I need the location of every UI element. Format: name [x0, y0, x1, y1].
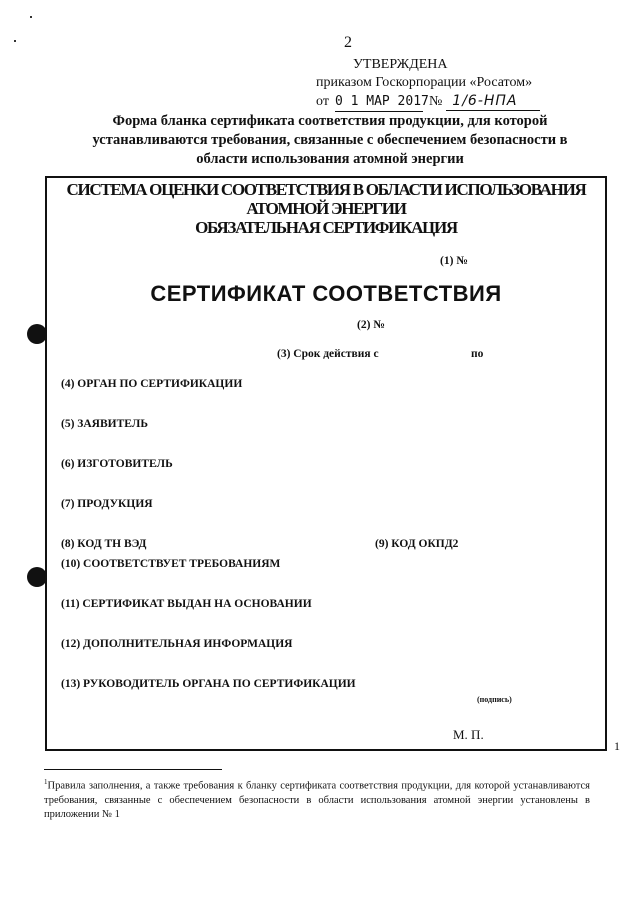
page-number: 2 — [344, 34, 352, 51]
number-label: № — [428, 94, 443, 109]
certificate-number-field-1: (1) № — [440, 255, 468, 267]
margin-number: 1 — [614, 739, 620, 753]
approval-date: 0 1 МАР 2017 — [335, 93, 423, 112]
order-number: 1/6-НПА — [446, 92, 540, 111]
field-basis: (11) СЕРТИФИКАТ ВЫДАН НА ОСНОВАНИИ — [61, 598, 312, 610]
form-heading — [60, 112, 600, 169]
system-title-line: СИСТЕМА ОЦЕНКИ СООТВЕТСТВИЯ В ОБЛАСТИ ИСПОЛЬЗОВАНИЯ — [66, 180, 586, 199]
field-cert-body: (4) ОРГАН ПО СЕРТИФИКАЦИИ — [61, 378, 243, 390]
date-prefix: от — [316, 94, 329, 109]
certificate-title: СЕРТИФИКАТ СООТВЕТСТВИЯ — [150, 281, 502, 306]
punch-hole — [27, 324, 47, 344]
approval-title: УТВЕРЖДЕНА — [353, 57, 448, 72]
field-okpd2: (9) КОД ОКПД2 — [375, 538, 459, 550]
signature-caption: (подпись) — [477, 695, 512, 704]
certificate-number-field-2: (2) № — [357, 319, 385, 331]
footnote-rule — [44, 769, 222, 770]
field-tn-ved: (8) КОД ТН ВЭД — [61, 538, 147, 550]
field-requirements: (10) СООТВЕТСТВУЕТ ТРЕБОВАНИЯМ — [61, 558, 281, 570]
approval-block — [316, 56, 616, 112]
system-title — [47, 180, 605, 237]
form-heading-line: устанавливаются требования, связанные с обеспечением безопасности в — [92, 132, 568, 148]
system-title-line: АТОМНОЙ ЭНЕРГИИ — [246, 199, 406, 218]
field-product: (7) ПРОДУКЦИЯ — [61, 498, 153, 510]
punch-hole — [27, 567, 47, 587]
scan-speck — [30, 16, 32, 18]
field-manufacturer: (6) ИЗГОТОВИТЕЛЬ — [61, 458, 173, 470]
footnote — [44, 775, 590, 822]
approval-order-line: приказом Госкорпорации «Росатом» — [316, 75, 533, 90]
approval-date-line — [316, 92, 616, 112]
footnote-text: Правила заполнения, а также требования к бланку сертификата соответствия продукции, для которой устанавливаются требования, связанные с обеспечением безопасности в области использования атомной энергии установлены в приложении № 1 — [44, 780, 590, 820]
footnote-marker: 1 — [44, 778, 48, 786]
system-title-line: ОБЯЗАТЕЛЬНАЯ СЕРТИФИКАЦИЯ — [195, 218, 457, 237]
field-head-of-body: (13) РУКОВОДИТЕЛЬ ОРГАНА ПО СЕРТИФИКАЦИИ — [61, 678, 356, 690]
form-heading-line: Форма бланка сертификата соответствия продукции, для которой — [112, 113, 548, 129]
field-applicant: (5) ЗАЯВИТЕЛЬ — [61, 418, 148, 430]
validity-label: (3) Срок действия с — [277, 348, 379, 360]
validity-to-label: по — [471, 348, 484, 360]
form-heading-line: области использования атомной энергии — [196, 151, 464, 167]
scan-speck — [14, 40, 16, 42]
stamp-label: М. П. — [453, 727, 484, 742]
field-additional-info: (12) ДОПОЛНИТЕЛЬНАЯ ИНФОРМАЦИЯ — [61, 638, 293, 650]
